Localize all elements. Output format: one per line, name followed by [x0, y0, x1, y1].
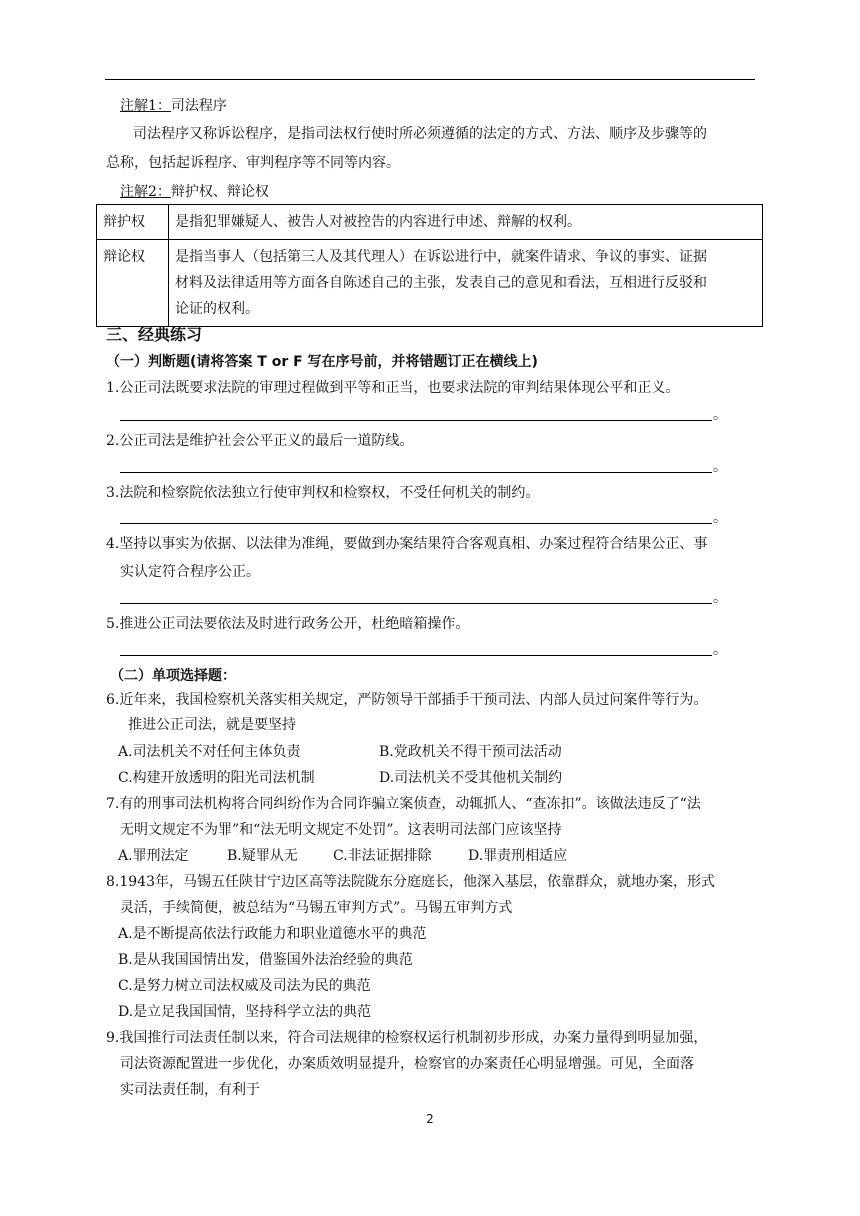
term-cell: 辩护权: [97, 205, 169, 240]
part2-title: （二）单项选择题：: [110, 668, 236, 684]
section-title: 三、经典练习: [106, 325, 203, 344]
definition-cell: [169, 205, 763, 240]
option-7a[interactable]: A.罪刑法定: [118, 848, 189, 864]
mc-question-9-line2: 司法资源配置进一步优化，办案质效明显提升，检察官的办案责任心明显增强。可见，全面落: [120, 1056, 694, 1072]
option-8b[interactable]: B.是从我国国情出发，借鉴国外法治经验的典范: [118, 952, 413, 968]
mc-question-9-line3: 实司法责任制，有利于: [120, 1082, 260, 1098]
definition-line: 材料及法律适用等方面各自陈述自己的主张，发表自己的意见和看法，互相进行反驳和: [175, 275, 707, 291]
definition-line: 是指犯罪嫌疑人、被告人对被控告的内容进行申述、辩解的权利。: [175, 214, 581, 230]
answer-line-1[interactable]: [120, 420, 712, 421]
mc-question-9-line1: 9.我国推行司法责任制以来，符合司法规律的检察权运行机制初步形成，办案力量得到明显加强，: [106, 1030, 708, 1046]
note2-heading: [120, 182, 269, 202]
option-7c[interactable]: C.非法证据排除: [333, 848, 432, 864]
note1-heading: [120, 96, 227, 116]
definition-cell: [169, 240, 763, 327]
mc-question-7-line2: 无明文规定不为罪”和“法无明文规定不处罚”。这表明司法部门应该坚持: [120, 822, 562, 838]
note1-label: 注解1：: [120, 98, 171, 114]
option-7d[interactable]: D.罪责刑相适应: [468, 848, 568, 864]
mc-question-8-line1: 8.1943年，马锡五任陕甘宁边区高等法院陇东分庭庭长，他深入基层，依靠群众，就地办案，形式: [106, 874, 715, 890]
answer-line-3[interactable]: [120, 523, 712, 524]
table-row: [97, 205, 763, 240]
note2-label: 注解2：: [120, 184, 171, 200]
tf-question-1: 1.公正司法既要求法院的审理过程做到平等和正当，也要求法院的审判结果体现公平和正义。: [106, 380, 680, 396]
tf-question-2: 2.公正司法是维护社会公平正义的最后一道防线。: [106, 433, 414, 449]
tf-question-3: 3.法院和检察院依法独立行使审判权和检察权，不受任何机关的制约。: [106, 485, 540, 501]
note1-title: 司法程序: [170, 98, 227, 114]
definition-line: 论证的权利。: [175, 301, 259, 317]
header-rule: [105, 79, 755, 80]
option-7b[interactable]: B.疑罪从无: [227, 848, 298, 864]
mc-question-6-line2: 推进公正司法，就是要坚持: [128, 717, 296, 733]
tf-question-4-line2: 实认定符合程序公正。: [120, 564, 260, 580]
definition-line: 是指当事人（包括第三人及其代理人）在诉讼进行中，就案件请求、争议的事实、证据: [175, 249, 707, 265]
answer-period: 。: [713, 510, 727, 526]
table-row: [97, 240, 763, 327]
answer-period: 。: [713, 642, 727, 658]
answer-line-4[interactable]: [120, 603, 712, 604]
answer-line-5[interactable]: [120, 655, 712, 656]
option-6a[interactable]: A.司法机关不对任何主体负责: [118, 744, 301, 760]
part1-title: （一）判断题(请将答案 T or F 写在序号前，并将错题订正在横线上): [106, 354, 538, 370]
page-number: 2: [426, 1112, 434, 1126]
note1-text-line2: 总称，包括起诉程序、审判程序等不同等内容。: [106, 155, 400, 171]
mc-question-6-line1: 6.近年来，我国检察机关落实相关规定，严防领导干部插手干预司法、内部人员过问案件等行为。: [106, 692, 708, 708]
option-8a[interactable]: A.是不断提高依法行政能力和职业道德水平的典范: [118, 926, 427, 942]
mc-question-7-line1: 7.有的刑事司法机构将合同纠纷作为合同诈骗立案侦查，动辄抓人、“查冻扣”。该做法违反了“法: [106, 796, 701, 812]
note1-text-line1: 司法程序又称诉讼程序，是指司法权行使时所必须遵循的法定的方式、方法、顺序及步骤等的: [133, 126, 707, 142]
note2-title: 辩护权、辩论权: [170, 184, 269, 200]
answer-period: 。: [713, 590, 727, 606]
option-6c[interactable]: C.构建开放透明的阳光司法机制: [118, 770, 315, 786]
tf-question-5: 5.推进公正司法要依法及时进行政务公开，杜绝暗箱操作。: [106, 616, 470, 632]
mc-question-8-line2: 灵活，手续简便，被总结为“马锡五审判方式”。马锡五审判方式: [120, 900, 513, 916]
answer-period: 。: [713, 407, 727, 423]
answer-line-2[interactable]: [120, 472, 712, 473]
term-cell: 辩论权: [97, 240, 169, 327]
option-6b[interactable]: B.党政机关不得干预司法活动: [379, 744, 562, 760]
answer-period: 。: [713, 459, 727, 475]
option-8d[interactable]: D.是立足我国国情，坚持科学立法的典范: [118, 1004, 372, 1020]
tf-question-4-line1: 4.坚持以事实为依据、以法律为准绳，要做到办案结果符合客观真相、办案过程符合结果公正、事: [106, 536, 708, 552]
option-6d[interactable]: D.司法机关不受其他机关制约: [379, 770, 563, 786]
definitions-table: [96, 204, 763, 327]
option-8c[interactable]: C.是努力树立司法权威及司法为民的典范: [118, 978, 371, 994]
